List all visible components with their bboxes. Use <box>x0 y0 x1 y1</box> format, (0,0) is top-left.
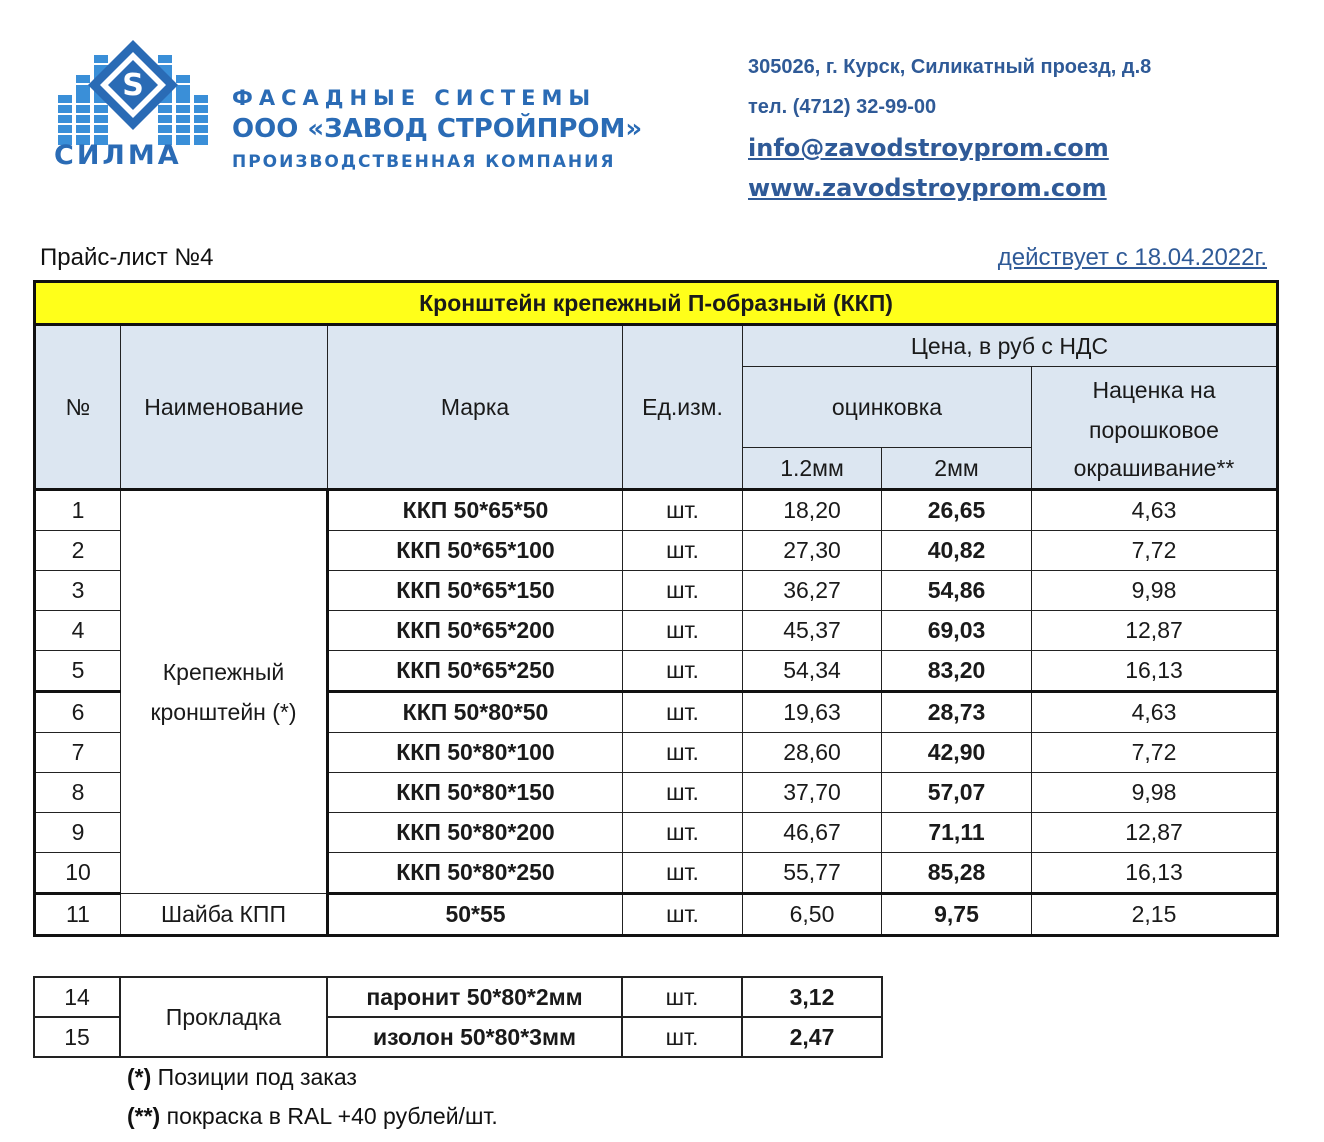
header-unit: Ед.изм. <box>623 325 743 490</box>
row-mark: ККП 50*65*150 <box>328 571 623 611</box>
header-thickness-2: 2мм <box>882 448 1032 490</box>
row-unit: шт. <box>623 733 743 773</box>
table-row <box>34 977 882 1017</box>
table-row <box>35 490 1278 531</box>
row-no: 6 <box>35 692 121 733</box>
row-price-2: 54,86 <box>882 571 1032 611</box>
price-list-number: Прайс-лист №4 <box>40 244 214 271</box>
row-no: 3 <box>35 571 121 611</box>
row-mark: ККП 50*65*100 <box>328 531 623 571</box>
row-mark: ККП 50*80*50 <box>328 692 623 733</box>
row-price-1-2: 46,67 <box>743 813 882 853</box>
row-price: 3,12 <box>742 977 882 1017</box>
valid-from-date: действует с 18.04.2022г. <box>997 244 1267 271</box>
row-no: 15 <box>34 1017 120 1057</box>
header-galvanized: оцинковка <box>743 367 1032 448</box>
table-row-washer <box>35 894 1278 936</box>
row-mark: ККП 50*80*250 <box>328 853 623 894</box>
row-price-2: 40,82 <box>882 531 1032 571</box>
header-mark: Марка <box>328 325 623 490</box>
row-price-1-2: 28,60 <box>743 733 882 773</box>
footnote-marker: (*) <box>127 1064 152 1090</box>
row-markup: 7,72 <box>1032 733 1278 773</box>
row-price-2: 9,75 <box>882 894 1032 936</box>
price-table <box>33 280 1279 937</box>
row-price-2: 57,07 <box>882 773 1032 813</box>
row-markup: 9,98 <box>1032 773 1278 813</box>
row-mark: ККП 50*65*200 <box>328 611 623 651</box>
row-unit: шт. <box>623 894 743 936</box>
row-no: 9 <box>35 813 121 853</box>
row-markup: 12,87 <box>1032 813 1278 853</box>
website-link[interactable]: www.zavodstroyprom.com <box>748 174 1107 202</box>
header-markup-line2: порошковое <box>1089 416 1219 443</box>
row-price-2: 26,65 <box>882 490 1032 531</box>
gasket-table <box>33 976 883 1058</box>
company-subtitle: ПРОИЗВОДСТВЕННАЯ КОМПАНИЯ <box>232 152 616 172</box>
row-mark: паронит 50*80*2мм <box>327 977 622 1017</box>
row-price-1-2: 18,20 <box>743 490 882 531</box>
row-price-1-2: 37,70 <box>743 773 882 813</box>
logo-wordmark: СИЛМА <box>54 140 182 171</box>
row-name: Шайба КПП <box>121 894 328 936</box>
footnote-text: Позиции под заказ <box>151 1064 357 1090</box>
row-mark: ККП 50*65*250 <box>328 651 623 692</box>
company-phone: тел. (4712) 32-99-00 <box>748 96 937 118</box>
table-title: Кронштейн крепежный П-образный (ККП) <box>35 282 1278 325</box>
row-unit: шт. <box>623 651 743 692</box>
header-name: Наименование <box>121 325 328 490</box>
row-markup: 4,63 <box>1032 490 1278 531</box>
row-unit: шт. <box>623 692 743 733</box>
footnote-order <box>127 1064 357 1091</box>
row-markup: 9,98 <box>1032 571 1278 611</box>
row-no: 11 <box>35 894 121 936</box>
row-unit: шт. <box>623 571 743 611</box>
row-markup: 4,63 <box>1032 692 1278 733</box>
email-link[interactable]: info@zavodstroyprom.com <box>748 134 1109 162</box>
row-price-2: 83,20 <box>882 651 1032 692</box>
row-mark: 50*55 <box>328 894 623 936</box>
row-no: 14 <box>34 977 120 1017</box>
group-name-line1: Крепежный <box>162 659 285 685</box>
row-no: 8 <box>35 773 121 813</box>
group-name-cell <box>121 490 328 894</box>
row-markup: 12,87 <box>1032 611 1278 651</box>
silma-logo-icon <box>58 40 208 150</box>
row-price-2: 69,03 <box>882 611 1032 651</box>
company-name: ООО «ЗАВОД СТРОЙПРОМ» <box>232 114 643 144</box>
row-unit: шт. <box>623 773 743 813</box>
row-markup: 16,13 <box>1032 651 1278 692</box>
header-powder-markup <box>1032 367 1278 490</box>
row-no: 2 <box>35 531 121 571</box>
svg-text:S: S <box>122 68 144 103</box>
footnote-text: покраска в RAL +40 рублей/шт. <box>160 1103 498 1129</box>
row-price-1-2: 45,37 <box>743 611 882 651</box>
header-markup-line1: Наценка на <box>1092 376 1216 403</box>
group-name-line2: кронштейн (*) <box>150 699 297 725</box>
row-unit: шт. <box>622 977 742 1017</box>
header-thickness-1-2: 1.2мм <box>743 448 882 490</box>
row-mark: ККП 50*65*50 <box>328 490 623 531</box>
row-markup: 2,15 <box>1032 894 1278 936</box>
row-unit: шт. <box>623 611 743 651</box>
row-no: 10 <box>35 853 121 894</box>
row-price-2: 85,28 <box>882 853 1032 894</box>
row-mark: ККП 50*80*200 <box>328 813 623 853</box>
row-unit: шт. <box>623 853 743 894</box>
row-mark: ККП 50*80*100 <box>328 733 623 773</box>
row-price-1-2: 27,30 <box>743 531 882 571</box>
row-no: 4 <box>35 611 121 651</box>
row-unit: шт. <box>623 813 743 853</box>
row-price-2: 28,73 <box>882 692 1032 733</box>
row-price-2: 42,90 <box>882 733 1032 773</box>
row-no: 5 <box>35 651 121 692</box>
company-tagline: ФАСАДНЫЕ СИСТЕМЫ <box>232 86 597 110</box>
row-unit: шт. <box>623 531 743 571</box>
header-markup-line3: окрашивание** <box>1073 454 1235 481</box>
row-price-1-2: 55,77 <box>743 853 882 894</box>
row-no: 1 <box>35 490 121 531</box>
row-markup: 7,72 <box>1032 531 1278 571</box>
footnote-marker: (**) <box>127 1103 161 1129</box>
row-price: 2,47 <box>742 1017 882 1057</box>
row-unit: шт. <box>622 1017 742 1057</box>
row-price-1-2: 36,27 <box>743 571 882 611</box>
footnote-ral <box>127 1103 498 1130</box>
row-price-1-2: 54,34 <box>743 651 882 692</box>
header-price-group: Цена, в руб с НДС <box>743 325 1278 367</box>
row-mark: изолон 50*80*3мм <box>327 1017 622 1057</box>
row-price-1-2: 6,50 <box>743 894 882 936</box>
gasket-name: Прокладка <box>120 977 327 1057</box>
row-unit: шт. <box>623 490 743 531</box>
row-no: 7 <box>35 733 121 773</box>
company-address: 305026, г. Курск, Силикатный проезд, д.8 <box>748 56 1152 78</box>
row-markup: 16,13 <box>1032 853 1278 894</box>
row-price-2: 71,11 <box>882 813 1032 853</box>
header-no: № <box>35 325 121 490</box>
row-price-1-2: 19,63 <box>743 692 882 733</box>
row-mark: ККП 50*80*150 <box>328 773 623 813</box>
